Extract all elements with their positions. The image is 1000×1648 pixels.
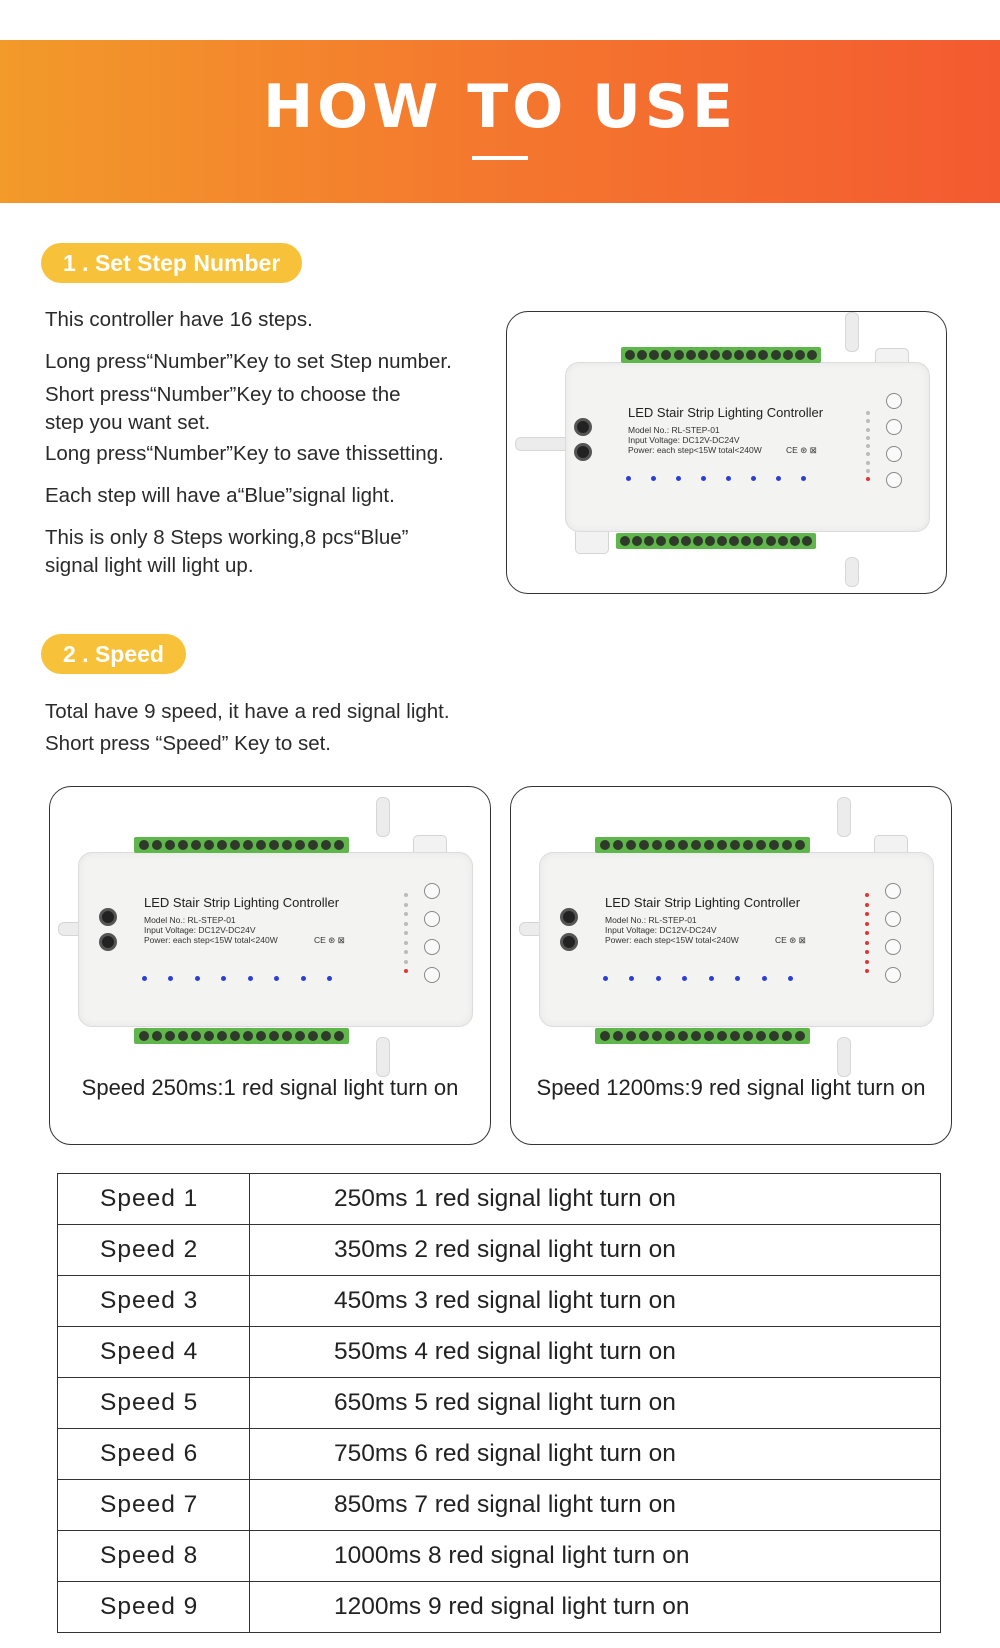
certification-marks: CE ⊛ ⊠ [314,935,345,945]
controller-image-card [506,311,947,594]
cable [376,797,390,837]
controller-voltage: Input Voltage: DC12V-DC24V [628,435,740,445]
speed-example-caption: Speed 1200ms:9 red signal light turn on [536,1075,926,1100]
speed-example-card [49,786,491,1145]
cable [376,1037,390,1077]
blue-signal-lights [603,976,793,982]
power-jack-icon [560,933,578,951]
section2-line: Total have 9 speed, it have a red signal light. [45,700,450,723]
controller-power: Power: each step<15W total<240W [605,935,739,945]
power-jack-icon [99,933,117,951]
speed-cell: Speed 1 [58,1174,250,1225]
control-buttons [885,883,901,983]
blue-signal-lights [142,976,332,982]
red-signal-lights [865,893,869,973]
controller-power: Power: each step<15W total<240W [144,935,278,945]
speed-example-card [510,786,952,1145]
speed-desc-cell: 850ms 7 red signal light turn on [250,1480,941,1531]
terminal-block-top [134,837,349,853]
table-row [58,1378,941,1429]
section2-pill: 2 . Speed [41,634,186,674]
controller-model: Model No.: RL-STEP-01 [144,915,236,925]
section1-line: This is only 8 Steps working,8 pcs“Blue” [45,526,409,549]
cable [845,557,859,587]
speed-desc-cell: 750ms 6 red signal light turn on [250,1429,941,1480]
blue-signal-lights [626,476,806,482]
controller-illustration [515,342,940,567]
speed-desc-cell: 250ms 1 red signal light turn on [250,1174,941,1225]
controller-title: LED Stair Strip Lighting Controller [144,895,340,910]
speed-cell: Speed 4 [58,1327,250,1378]
section2-line: Short press “Speed” Key to set. [45,732,331,755]
speed-cell: Speed 5 [58,1378,250,1429]
header-banner [0,40,1000,203]
controller-body [78,852,473,1027]
cable [845,312,859,352]
controller-voltage: Input Voltage: DC12V-DC24V [605,925,717,935]
table-row [58,1480,941,1531]
controller-power: Power: each step<15W total<240W [628,445,762,455]
controller-illustration [58,827,483,1052]
section1-line: Short press“Number”Key to choose the [45,383,401,406]
table-row [58,1327,941,1378]
terminal-block-bottom [134,1028,349,1044]
section1-line: Each step will have a“Blue”signal light. [45,484,395,507]
controller-voltage: Input Voltage: DC12V-DC24V [144,925,256,935]
power-jack-icon [574,443,592,461]
section1-line: This controller have 16 steps. [45,308,313,331]
table-row [58,1429,941,1480]
certification-marks: CE ⊛ ⊠ [786,445,817,455]
speed-cell: Speed 8 [58,1531,250,1582]
controller-model: Model No.: RL-STEP-01 [628,425,720,435]
controller-illustration [519,827,944,1052]
controller-model: Model No.: RL-STEP-01 [605,915,697,925]
control-buttons [424,883,440,983]
section1-line: signal light will light up. [45,554,254,577]
table-row [58,1531,941,1582]
control-buttons [886,393,902,488]
terminal-block-bottom [616,533,816,549]
title-underline [472,156,528,160]
table-row [58,1174,941,1225]
terminal-block-bottom [595,1028,810,1044]
speed-desc-cell: 450ms 3 red signal light turn on [250,1276,941,1327]
controller-title: LED Stair Strip Lighting Controller [628,405,824,420]
top-margin [0,0,1000,40]
speed-cell: Speed 6 [58,1429,250,1480]
speed-desc-cell: 1200ms 9 red signal light turn on [250,1582,941,1633]
controller-body [539,852,934,1027]
cable [837,797,851,837]
power-jack-icon [99,908,117,926]
power-jack-icon [574,418,592,436]
section1-line: step you want set. [45,411,211,434]
speed-desc-cell: 650ms 5 red signal light turn on [250,1378,941,1429]
speed-example-caption: Speed 250ms:1 red signal light turn on [81,1075,459,1100]
speed-desc-cell: 1000ms 8 red signal light turn on [250,1531,941,1582]
table-row [58,1582,941,1633]
speed-table [57,1173,941,1633]
certification-marks: CE ⊛ ⊠ [775,935,806,945]
section1-line: Long press“Number”Key to save thissetting. [45,442,444,465]
speed-desc-cell: 550ms 4 red signal light turn on [250,1327,941,1378]
power-jack-icon [560,908,578,926]
red-signal-lights [866,411,870,481]
page-title: HOW TO USE [262,72,738,142]
controller-title: LED Stair Strip Lighting Controller [605,895,801,910]
speed-desc-cell: 350ms 2 red signal light turn on [250,1225,941,1276]
controller-body [565,362,930,532]
section1-line: Long press“Number”Key to set Step number. [45,350,452,373]
speed-cell: Speed 9 [58,1582,250,1633]
red-signal-lights [404,893,408,973]
speed-cell: Speed 7 [58,1480,250,1531]
speed-cell: Speed 3 [58,1276,250,1327]
section1-pill: 1 . Set Step Number [41,243,302,283]
cable [837,1037,851,1077]
terminal-block-top [595,837,810,853]
speed-cell: Speed 2 [58,1225,250,1276]
terminal-block-top [621,347,821,363]
table-row [58,1225,941,1276]
table-row [58,1276,941,1327]
